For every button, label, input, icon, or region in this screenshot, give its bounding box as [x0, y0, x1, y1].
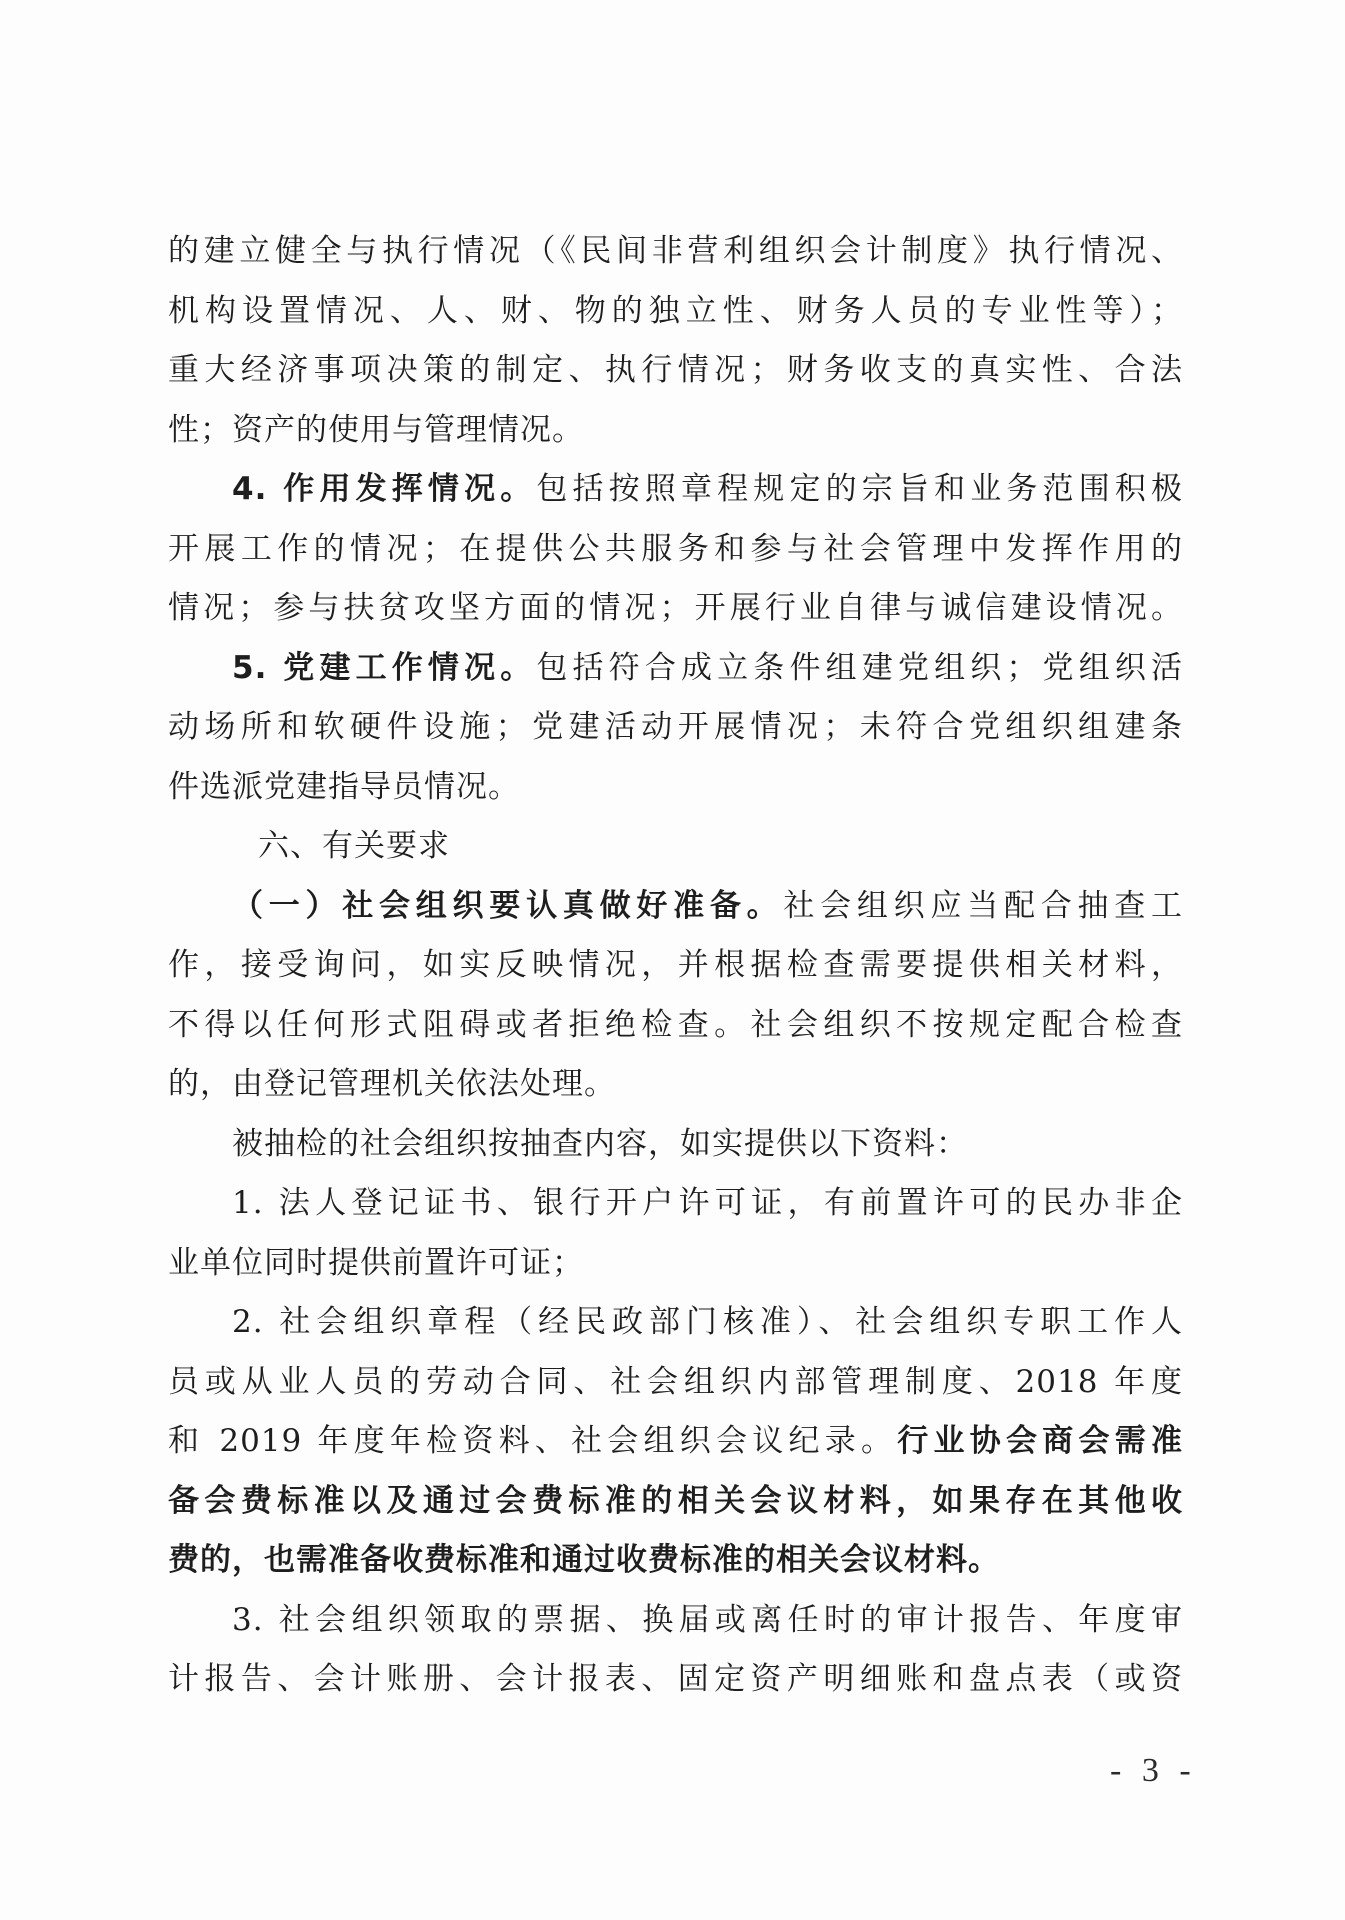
- item-4-text: 包括按照章程规定的宗旨和业务范围积极: [536, 471, 1183, 507]
- paragraph-line: 的建立健全与执行情况（《民间非营利组织会计制度》执行情况、: [168, 233, 1183, 269]
- list-2-text: 和 2019 年度年检资料、社会组织会议纪录。: [168, 1423, 898, 1459]
- intro-line: 被抽检的社会组织按抽查内容，如实提供以下资料：: [232, 1125, 968, 1162]
- list-3-line: 3. 社会组织领取的票据、换届或离任时的审计报告、年度审: [232, 1601, 1183, 1638]
- item-5-line: 动场所和软硬件设施；党建活动开展情况；未符合党组织组建条: [168, 709, 1183, 745]
- list-1-line: 业单位同时提供前置许可证；: [168, 1244, 584, 1281]
- sub-1-title: （一）社会组织要认真做好准备。: [232, 887, 784, 924]
- list-2-bold-text: 行业协会商会需准: [897, 1423, 1184, 1459]
- item-4-line: 情况；参与扶贫攻坚方面的情况；开展行业自律与诚信建设情况。: [168, 590, 1183, 626]
- item-5-line: 件选派党建指导员情况。: [168, 768, 520, 805]
- list-1-line: 1. 法人登记证书、银行开户许可证，有前置许可的民办非企: [232, 1185, 1183, 1221]
- section-6-heading: 六、有关要求: [258, 828, 450, 864]
- list-2-bold-line: 备会费标准以及通过会费标准的相关会议材料，如果存在其他收: [168, 1482, 1183, 1519]
- list-2-line: 2. 社会组织章程（经民政部门核准）、社会组织专职工作人: [232, 1304, 1183, 1340]
- item-4-line: [168, 460, 1183, 520]
- item-5-line: [168, 639, 1183, 699]
- sub-1-line: 作，接受询问，如实反映情况，并根据检查需要提供相关材料，: [168, 947, 1183, 983]
- list-2-line: [168, 1412, 1183, 1472]
- sub-1-line: 的，由登记管理机关依法处理。: [168, 1066, 616, 1102]
- paragraph-line: 重大经济事项决策的制定、执行情况；财务收支的真实性、合法: [168, 352, 1183, 388]
- sub-1-line: [168, 877, 1183, 937]
- document-body: [168, 222, 1183, 1710]
- item-4-line: 开展工作的情况；在提供公共服务和参与社会管理中发挥作用的: [168, 530, 1183, 567]
- paragraph-line: 机构设置情况、人、财、物的独立性、财务人员的专业性等）；: [168, 292, 1183, 329]
- item-5-text: 包括符合成立条件组建党组织；党组织活: [536, 649, 1183, 686]
- sub-1-line: 不得以任何形式阻碍或者拒绝检查。社会组织不按规定配合检查: [168, 1006, 1183, 1043]
- list-3-line: 计报告、会计账册、会计报表、固定资产明细账和盘点表（或资: [168, 1661, 1183, 1697]
- sub-1-text: 社会组织应当配合抽查工: [783, 887, 1184, 924]
- list-2-bold-line: 费的，也需准备收费标准和通过收费标准的相关会议材料。: [168, 1542, 1000, 1578]
- page-number: - 3 -: [1110, 1752, 1197, 1789]
- item-4-title: 4. 作用发挥情况。: [232, 471, 537, 507]
- paragraph-line: 性；资产的使用与管理情况。: [168, 411, 584, 448]
- list-2-line: 员或从业人员的劳动合同、社会组织内部管理制度、2018 年度: [168, 1363, 1183, 1400]
- item-5-title: 5. 党建工作情况。: [232, 649, 537, 686]
